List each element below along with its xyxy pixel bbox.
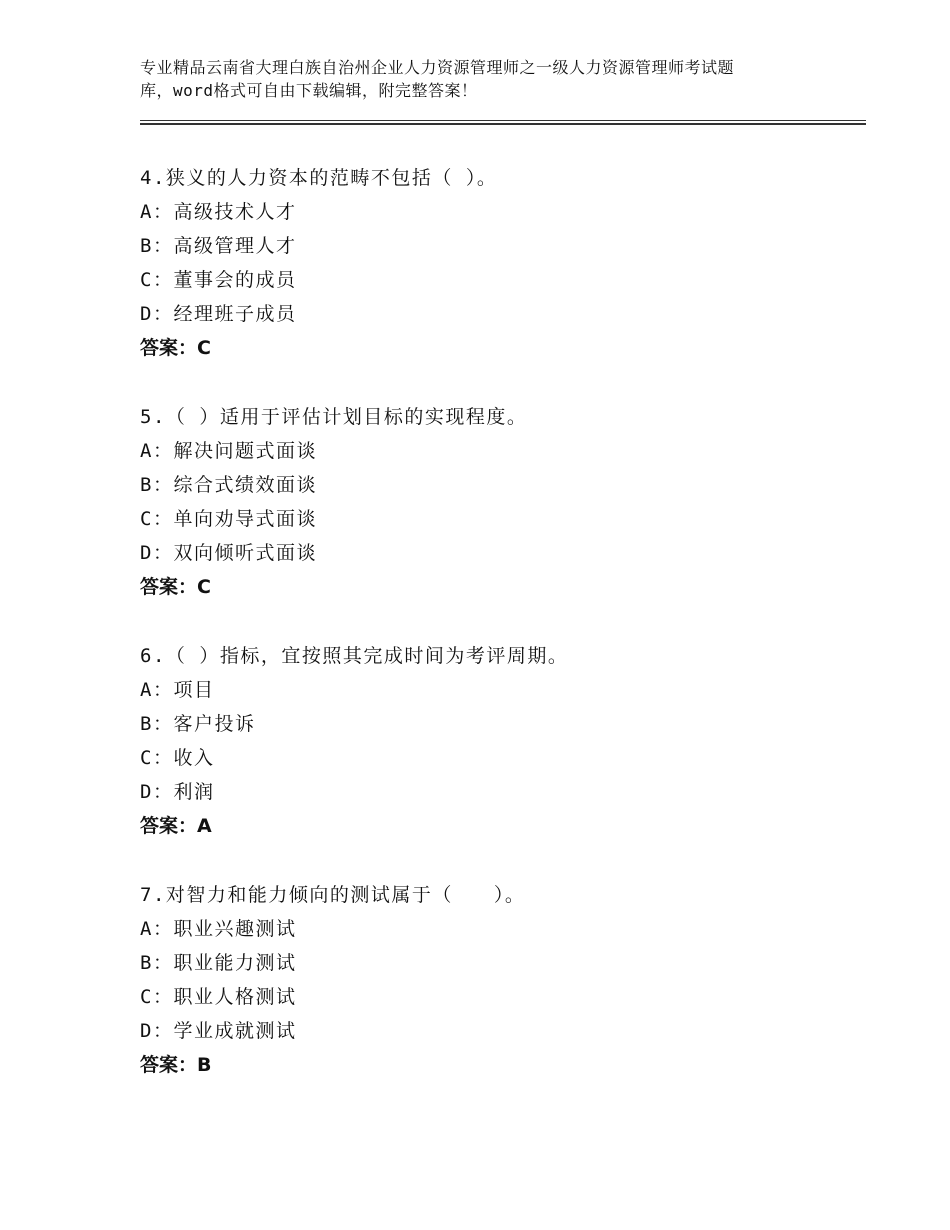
question-block-4 bbox=[140, 161, 860, 365]
option-a: A：解决问题式面谈 bbox=[140, 440, 317, 462]
option-c: C：收入 bbox=[140, 747, 215, 769]
answer-line: 答案：B bbox=[140, 1054, 212, 1076]
option-b: B：综合式绩效面谈 bbox=[140, 474, 317, 496]
header-title-line-1: 专业精品云南省大理白族自治州企业人力资源管理师之一级人力资源管理师考试题 bbox=[140, 58, 735, 77]
question-stem: 5.（ ）适用于评估计划目标的实现程度。 bbox=[140, 406, 528, 428]
option-d: D：双向倾听式面谈 bbox=[140, 542, 317, 564]
header-divider-thin bbox=[140, 120, 866, 121]
option-b: B：客户投诉 bbox=[140, 713, 256, 735]
question-block-5 bbox=[140, 400, 860, 604]
option-d: D：利润 bbox=[140, 781, 215, 803]
question-stem: 6.（ ）指标，宜按照其完成时间为考评周期。 bbox=[140, 645, 569, 667]
option-c: C：单向劝导式面谈 bbox=[140, 508, 317, 530]
option-d: D：经理班子成员 bbox=[140, 303, 297, 325]
header-divider-thick bbox=[140, 123, 866, 125]
option-c: C：职业人格测试 bbox=[140, 986, 297, 1008]
option-a: A：高级技术人才 bbox=[140, 201, 297, 223]
answer-line: 答案：A bbox=[140, 815, 212, 837]
answer-line: 答案：C bbox=[140, 576, 211, 598]
option-d: D：学业成就测试 bbox=[140, 1020, 297, 1042]
question-stem: 7.对智力和能力倾向的测试属于（ ）。 bbox=[140, 884, 526, 906]
option-b: B：高级管理人才 bbox=[140, 235, 297, 257]
option-c: C：董事会的成员 bbox=[140, 269, 297, 291]
option-a: A：项目 bbox=[140, 679, 215, 701]
answer-line: 答案：C bbox=[140, 337, 211, 359]
question-block-6 bbox=[140, 639, 860, 843]
header-title-line-2: 库，word格式可自由下载编辑，附完整答案！ bbox=[140, 81, 478, 100]
option-b: B：职业能力测试 bbox=[140, 952, 297, 974]
question-block-7 bbox=[140, 878, 860, 1082]
option-a: A：职业兴趣测试 bbox=[140, 918, 297, 940]
question-stem: 4.狭义的人力资本的范畴不包括（ ）。 bbox=[140, 167, 498, 189]
document-header bbox=[140, 56, 840, 102]
